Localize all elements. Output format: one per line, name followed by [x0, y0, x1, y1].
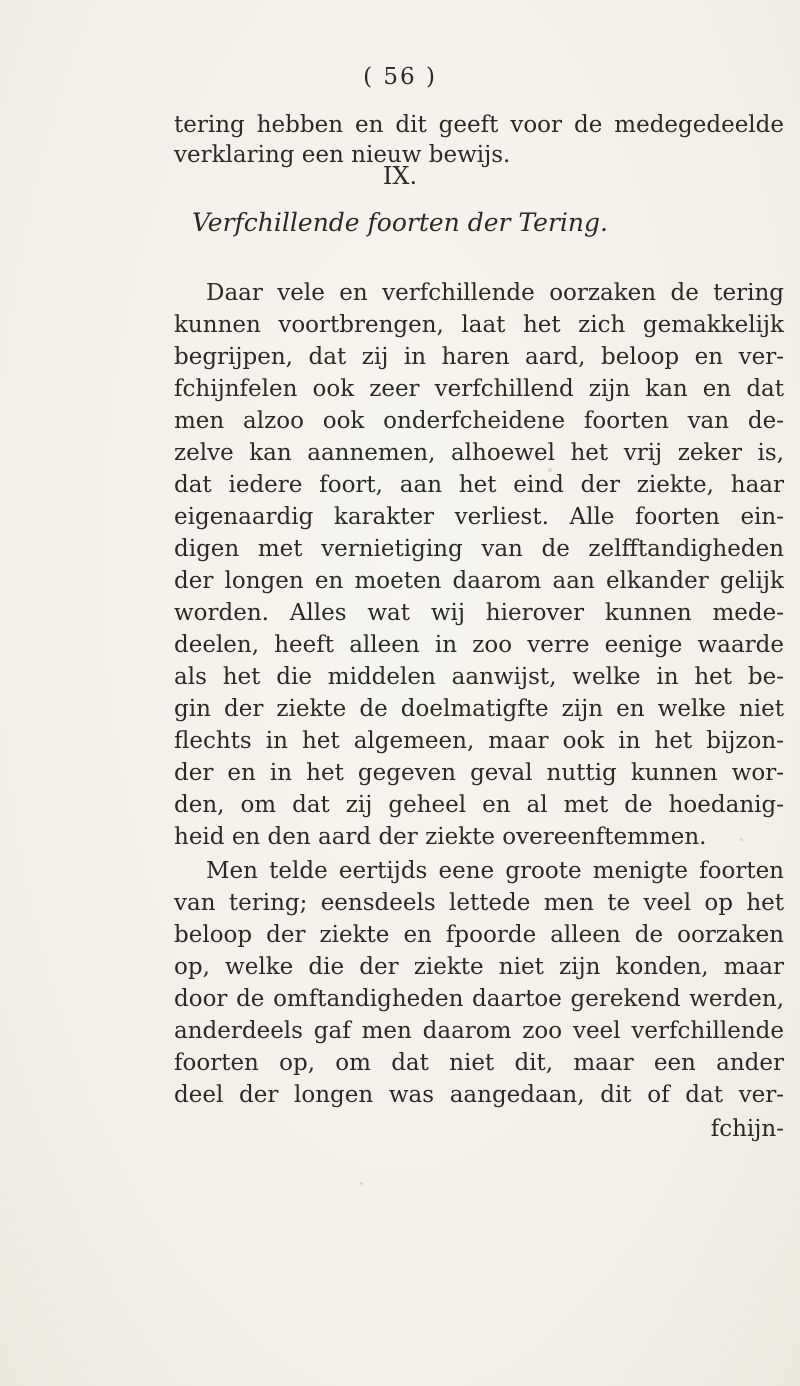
paragraph-line: van tering; eensdeels lettede men te veel op het	[174, 890, 784, 916]
paragraph-line: begrijpen, dat zij in haren aard, beloop en ver-	[174, 344, 784, 370]
paragraph-line: digen met vernietiging van de zelfftandigheden	[174, 536, 784, 562]
paragraph-line: anderdeels gaf men daarom zoo veel verfchillende	[174, 1018, 784, 1044]
paragraph-line: dat iedere foort, aan het eind der ziekte, haar	[174, 472, 784, 498]
paragraph-line: als het die middelen aanwijst, welke in het be-	[174, 664, 784, 690]
paragraph-line: der en in het gegeven geval nuttig kunnen wor-	[174, 760, 784, 786]
page-number: ( 56 )	[363, 64, 437, 90]
paragraph-line: den, om dat zij geheel en al met de hoedanig-	[174, 792, 784, 818]
paper-spot	[548, 468, 552, 472]
paragraph-line: beloop der ziekte en fpoorde alleen de oorzaken	[174, 922, 784, 948]
paragraph-line: deelen, heeft alleen in zoo verre eenige waarde	[174, 632, 784, 658]
paragraph-line: Men telde eertijds eene groote menigte foorten	[206, 858, 784, 884]
paragraph-line: deel der longen was aangedaan, dit of dat ver-	[174, 1082, 784, 1108]
paragraph-line: worden. Alles wat wij hierover kunnen mede-	[174, 600, 784, 626]
paragraph-line: door de omftandigheden daartoe gerekend werden,	[174, 986, 784, 1012]
paragraph-line: zelve kan aannemen, alhoewel het vrij zeker is,	[174, 440, 784, 466]
paragraph-line: der longen en moeten daarom aan elkander gelijk	[174, 568, 784, 594]
paragraph-line: kunnen voortbrengen, laat het zich gemakkelijk	[174, 312, 784, 338]
paragraph-line: fchijnfelen ook zeer verfchillend zijn kan en dat	[174, 376, 784, 402]
catchword: fchijn-	[710, 1116, 784, 1142]
paragraph-line: eigenaardig karakter verliest. Alle foorten ein-	[174, 504, 784, 530]
paper-spot	[360, 1182, 363, 1185]
text-line: verklaring een nieuw bewijs.	[174, 142, 511, 168]
text-line: tering hebben en dit geeft voor de medegedeelde	[174, 112, 784, 138]
paragraph-line: op, welke die der ziekte niet zijn konden, maar	[174, 954, 784, 980]
paragraph-line: flechts in het algemeen, maar ook in het bijzon-	[174, 728, 784, 754]
paper-spot	[740, 838, 743, 841]
paragraph-line: Daar vele en verfchillende oorzaken de tering	[206, 280, 784, 306]
paragraph-line: foorten op, om dat niet dit, maar een ander	[174, 1050, 784, 1076]
section-title: Verfchillende foorten der Tering.	[192, 208, 608, 237]
paragraph-line: heid en den aard der ziekte overeenftemmen.	[174, 824, 707, 850]
paragraph-line: gin der ziekte de doelmatigfte zijn en welke niet	[174, 696, 784, 722]
paragraph-line: men alzoo ook onderfcheidene foorten van de-	[174, 408, 784, 434]
section-number: IX.	[382, 162, 418, 190]
